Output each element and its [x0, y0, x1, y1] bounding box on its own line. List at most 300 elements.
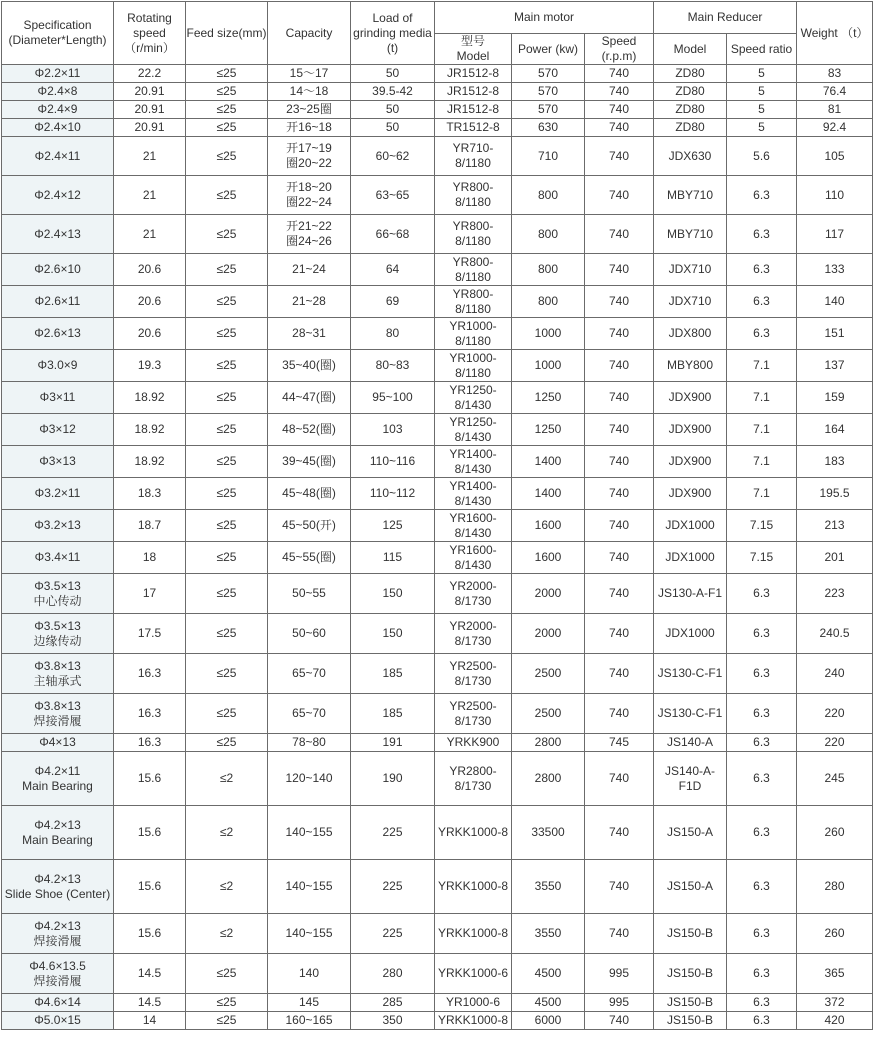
cell-load: [351, 101, 435, 119]
cell-rotating-speed-line: 14.5: [137, 995, 162, 1009]
cell-weight: [797, 350, 873, 382]
cell-load-line: 50: [385, 66, 400, 80]
cell-motor-model-line: 8/1730: [454, 593, 492, 608]
cell-power: [512, 574, 585, 614]
cell-feed-size: [186, 318, 268, 350]
cell-weight-line: 105: [824, 148, 845, 163]
cell-speed-ratio-line: 7.1: [753, 486, 770, 500]
cell-capacity-line: 45~55(圈): [282, 550, 336, 564]
cell-weight-line: 83: [827, 66, 842, 80]
cell-rotating-speed-line: 20.91: [134, 84, 165, 98]
cell-weight-line: 137: [824, 358, 845, 372]
cell-reducer-model-line: JS130-C-F1: [657, 666, 723, 680]
cell-speed-line: 995: [608, 966, 630, 980]
cell-motor-model-line: YR800-: [452, 180, 494, 194]
cell-feed-size: [186, 286, 268, 318]
cell-motor-model-line: 8/1430: [454, 429, 492, 444]
cell-speed: [585, 734, 654, 752]
cell-motor-model-line: JR1512-8: [446, 66, 500, 80]
cell-speed: [585, 806, 654, 860]
cell-spec-line: Φ3.8×13: [34, 658, 81, 673]
cell-feed-size: [186, 614, 268, 654]
cell-motor-model: [435, 510, 512, 542]
cell-load: [351, 914, 435, 954]
cell-power: [512, 806, 585, 860]
cell-capacity-line: 39~45(圈): [282, 454, 336, 468]
cell-power-line: 33500: [531, 825, 565, 839]
cell-weight-line: 140: [824, 294, 845, 308]
cell-feed-size: [186, 101, 268, 119]
cell-speed-ratio-line: 6.3: [753, 995, 770, 1009]
cell-speed: [585, 860, 654, 914]
cell-rotating-speed: [114, 860, 186, 914]
cell-load-line: 225: [382, 879, 403, 893]
cell-speed-ratio: [727, 101, 797, 119]
cell-speed-ratio: [727, 734, 797, 752]
cell-speed-ratio-line: 6.3: [753, 1013, 770, 1027]
cell-spec: [2, 83, 114, 101]
cell-power: [512, 614, 585, 654]
cell-reducer-model: [654, 176, 727, 215]
cell-load-line: 191: [382, 735, 403, 749]
cell-weight-line: 280: [824, 879, 845, 893]
cell-reducer-model-line: JDX900: [668, 454, 712, 468]
cell-rotating-speed: [114, 83, 186, 101]
cell-weight-line: 245: [824, 771, 845, 785]
cell-motor-model: [435, 478, 512, 510]
cell-spec-line: 焊接滑履: [33, 973, 82, 988]
cell-speed-line: 740: [608, 84, 630, 98]
cell-load-line: 110~116: [369, 454, 416, 468]
cell-spec: [2, 446, 114, 478]
cell-motor-model-line: YRKK1000-6: [437, 966, 509, 980]
cell-spec: [2, 101, 114, 119]
cell-motor-model: [435, 101, 512, 119]
cell-speed-line: 740: [608, 120, 630, 134]
cell-spec: [2, 694, 114, 734]
cell-spec-line: Φ3.4×11: [34, 550, 81, 564]
cell-load: [351, 382, 435, 414]
cell-rotating-speed-line: 18.92: [134, 422, 165, 436]
cell-motor-model-line: YR1600-: [449, 542, 497, 557]
cell-motor-model: [435, 614, 512, 654]
cell-reducer-model-line: ZD80: [675, 120, 705, 134]
cell-feed-size: [186, 510, 268, 542]
cell-spec-line: 主轴承式: [33, 673, 82, 688]
cell-motor-model-line: YR2500-: [449, 658, 497, 673]
cell-weight-line: 260: [824, 926, 845, 940]
cell-speed-ratio-line: 5: [758, 84, 765, 98]
cell-rotating-speed: [114, 382, 186, 414]
cell-load: [351, 119, 435, 137]
header-power: Power (kw): [512, 34, 585, 65]
cell-reducer-model-line: ZD80: [675, 84, 705, 98]
cell-feed-size: [186, 215, 268, 254]
cell-speed: [585, 414, 654, 446]
cell-feed-size: [186, 478, 268, 510]
cell-motor-model-line: 8/1180: [455, 333, 491, 348]
cell-reducer-model: [654, 382, 727, 414]
cell-feed-size: [186, 574, 268, 614]
cell-weight: [797, 654, 873, 694]
cell-motor-model-line: YR1000-: [449, 318, 497, 333]
cell-spec-line: Φ4.6×13.5: [29, 958, 86, 973]
table-row: [2, 446, 873, 478]
cell-rotating-speed-line: 20.91: [134, 102, 165, 116]
cell-reducer-model: [654, 1012, 727, 1030]
cell-rotating-speed: [114, 574, 186, 614]
cell-motor-model-line: YR710-: [452, 141, 494, 155]
cell-load: [351, 994, 435, 1012]
cell-motor-model-line: 8/1730: [454, 713, 492, 728]
cell-weight-line: 220: [824, 706, 845, 720]
cell-spec: [2, 542, 114, 574]
cell-spec-line: 焊接滑履: [33, 933, 82, 948]
cell-load: [351, 1012, 435, 1030]
cell-speed-line: 740: [608, 358, 630, 372]
cell-reducer-model-line: JS150-B: [666, 966, 714, 980]
table-row: [2, 119, 873, 137]
cell-speed: [585, 65, 654, 83]
cell-power-line: 2500: [534, 666, 562, 680]
cell-feed-size: [186, 137, 268, 176]
cell-reducer-model-line: JS150-A: [666, 879, 714, 893]
cell-speed-line: 740: [608, 390, 630, 404]
cell-load-line: 60~62: [375, 148, 410, 163]
cell-speed-ratio-line: 6.3: [753, 586, 770, 600]
cell-weight-line: 183: [824, 454, 845, 468]
cell-motor-model: [435, 542, 512, 574]
cell-motor-model: [435, 176, 512, 215]
cell-capacity: [268, 574, 351, 614]
table-row: [2, 860, 873, 914]
cell-load: [351, 286, 435, 318]
cell-motor-model-line: 8/1430: [454, 493, 492, 508]
cell-power-line: 1000: [534, 358, 562, 372]
table-row: [2, 65, 873, 83]
cell-capacity-line: 开18~20: [286, 180, 332, 194]
cell-capacity-line: 15～17: [289, 66, 329, 80]
cell-weight: [797, 254, 873, 286]
cell-reducer-model: [654, 994, 727, 1012]
cell-motor-model-line: YR2000-: [449, 618, 497, 633]
cell-motor-model-line: YR1000-: [449, 350, 497, 365]
cell-motor-model-line: TR1512-8: [446, 120, 500, 134]
cell-rotating-speed: [114, 542, 186, 574]
cell-spec-line: Φ4×13: [39, 735, 76, 749]
header-motor-model-cn: 型号: [460, 34, 485, 48]
cell-reducer-model-line: JDX1000: [665, 518, 715, 532]
cell-rotating-speed: [114, 734, 186, 752]
cell-power-line: 1000: [534, 326, 562, 340]
cell-spec-line: Φ3.2×13: [34, 518, 81, 532]
cell-feed-size-line: ≤25: [216, 706, 237, 720]
cell-capacity-line: 65~70: [292, 706, 326, 720]
cell-reducer-model: [654, 446, 727, 478]
cell-speed: [585, 510, 654, 542]
cell-spec: [2, 318, 114, 350]
cell-capacity: [268, 83, 351, 101]
cell-feed-size: [186, 994, 268, 1012]
cell-speed-ratio: [727, 806, 797, 860]
table-row: [2, 350, 873, 382]
cell-load: [351, 734, 435, 752]
cell-feed-size-line: ≤25: [216, 1013, 237, 1027]
cell-motor-model: [435, 574, 512, 614]
cell-speed: [585, 318, 654, 350]
header-reducer-model: Model: [654, 34, 727, 65]
header-motor-model-en: Model: [456, 49, 490, 63]
cell-power: [512, 215, 585, 254]
cell-capacity: [268, 382, 351, 414]
cell-capacity: [268, 119, 351, 137]
cell-motor-model: [435, 806, 512, 860]
cell-reducer-model: [654, 806, 727, 860]
cell-speed-line: 740: [608, 454, 630, 468]
table-row: [2, 254, 873, 286]
cell-rotating-speed: [114, 350, 186, 382]
cell-reducer-model: [654, 542, 727, 574]
cell-power: [512, 101, 585, 119]
cell-capacity: [268, 510, 351, 542]
cell-feed-size-line: ≤25: [216, 187, 237, 202]
cell-speed: [585, 215, 654, 254]
cell-power-line: 1400: [534, 486, 562, 500]
cell-speed-ratio: [727, 994, 797, 1012]
cell-power: [512, 119, 585, 137]
cell-feed-size: [186, 694, 268, 734]
cell-capacity: [268, 318, 351, 350]
cell-load: [351, 350, 435, 382]
cell-load: [351, 806, 435, 860]
cell-weight: [797, 510, 873, 542]
cell-rotating-speed-line: 19.3: [137, 358, 162, 372]
cell-feed-size-line: ≤25: [216, 390, 237, 404]
cell-power: [512, 510, 585, 542]
cell-power: [512, 654, 585, 694]
cell-power: [512, 734, 585, 752]
cell-motor-model: [435, 994, 512, 1012]
cell-rotating-speed: [114, 994, 186, 1012]
cell-spec-line: Φ2.4×9: [37, 102, 78, 116]
cell-power-line: 4500: [534, 995, 562, 1009]
cell-weight: [797, 65, 873, 83]
cell-power-line: 800: [537, 262, 559, 276]
cell-feed-size-line: ≤25: [216, 262, 237, 276]
cell-weight: [797, 914, 873, 954]
cell-weight-line: 240: [824, 666, 845, 680]
cell-spec: [2, 654, 114, 694]
cell-load: [351, 318, 435, 350]
cell-speed-ratio-line: 6.3: [753, 262, 770, 276]
cell-load: [351, 860, 435, 914]
cell-capacity: [268, 254, 351, 286]
cell-feed-size-line: ≤25: [216, 518, 237, 532]
cell-feed-size: [186, 176, 268, 215]
cell-spec: [2, 137, 114, 176]
cell-load-line: 190: [382, 771, 403, 785]
cell-rotating-speed-line: 17.5: [137, 626, 162, 640]
cell-rotating-speed: [114, 215, 186, 254]
cell-power-line: 800: [537, 226, 559, 241]
cell-spec: [2, 860, 114, 914]
cell-weight: [797, 119, 873, 137]
cell-capacity-line: 21~24: [292, 262, 326, 276]
cell-speed-ratio-line: 6.3: [753, 771, 770, 785]
cell-feed-size: [186, 254, 268, 286]
cell-speed: [585, 119, 654, 137]
cell-capacity: [268, 542, 351, 574]
cell-capacity-line: 35~40(圈): [282, 358, 336, 372]
cell-weight: [797, 83, 873, 101]
cell-capacity-line: 圈24~26: [286, 234, 332, 248]
cell-power: [512, 478, 585, 510]
cell-rotating-speed: [114, 806, 186, 860]
cell-load: [351, 510, 435, 542]
cell-speed-ratio-line: 5: [758, 120, 765, 134]
cell-feed-size-line: ≤25: [216, 454, 237, 468]
cell-motor-model-line: JR1512-8: [446, 102, 500, 116]
table-header: [2, 2, 873, 65]
table-row: [2, 734, 873, 752]
cell-capacity: [268, 734, 351, 752]
cell-speed-ratio: [727, 318, 797, 350]
cell-motor-model-line: 8/1430: [454, 397, 492, 412]
cell-rotating-speed: [114, 478, 186, 510]
cell-reducer-model: [654, 954, 727, 994]
cell-capacity: [268, 286, 351, 318]
cell-power-line: 800: [537, 187, 559, 202]
cell-weight-line: 110: [824, 187, 845, 202]
cell-motor-model-line: YR1600-: [449, 510, 497, 525]
cell-weight-line: 164: [824, 422, 845, 436]
cell-speed-ratio: [727, 954, 797, 994]
cell-spec-line: Φ4.2×13: [34, 871, 81, 886]
cell-speed-ratio: [727, 614, 797, 654]
cell-motor-model: [435, 414, 512, 446]
cell-motor-model: [435, 254, 512, 286]
cell-speed: [585, 382, 654, 414]
cell-motor-model: [435, 1012, 512, 1030]
cell-spec-line: Φ2.6×10: [34, 262, 81, 276]
cell-load-line: 39.5-42: [372, 84, 413, 98]
cell-reducer-model: [654, 137, 727, 176]
cell-spec: [2, 286, 114, 318]
cell-spec: [2, 119, 114, 137]
cell-speed-ratio: [727, 914, 797, 954]
cell-weight-line: 223: [824, 586, 845, 600]
cell-feed-size-line: ≤25: [216, 226, 237, 241]
cell-speed: [585, 446, 654, 478]
cell-weight: [797, 954, 873, 994]
cell-reducer-model-line: JDX1000: [665, 550, 715, 564]
cell-feed-size: [186, 542, 268, 574]
cell-speed-ratio: [727, 215, 797, 254]
cell-reducer-model-line: MBY800: [666, 358, 714, 372]
cell-reducer-model-line: JDX710: [668, 262, 712, 276]
cell-rotating-speed: [114, 694, 186, 734]
cell-spec: [2, 994, 114, 1012]
cell-speed: [585, 101, 654, 119]
cell-load: [351, 446, 435, 478]
cell-weight: [797, 215, 873, 254]
cell-capacity: [268, 215, 351, 254]
cell-weight-line: 260: [824, 825, 845, 839]
cell-feed-size: [186, 734, 268, 752]
cell-capacity: [268, 654, 351, 694]
cell-power: [512, 414, 585, 446]
cell-rotating-speed: [114, 414, 186, 446]
cell-power-line: 570: [537, 84, 559, 98]
cell-speed: [585, 286, 654, 318]
cell-capacity: [268, 65, 351, 83]
cell-power-line: 570: [537, 102, 559, 116]
cell-spec-line: 边缘传动: [33, 633, 82, 648]
cell-power-line: 2800: [534, 735, 562, 749]
cell-power-line: 2000: [534, 626, 562, 640]
cell-speed-ratio: [727, 65, 797, 83]
cell-capacity: [268, 954, 351, 994]
table-row: [2, 510, 873, 542]
cell-capacity: [268, 860, 351, 914]
cell-power-line: 3550: [534, 926, 562, 940]
cell-spec-line: Φ3×11: [39, 390, 76, 404]
cell-load: [351, 752, 435, 806]
header-load: Load of grinding media (t): [351, 2, 435, 65]
cell-feed-size: [186, 382, 268, 414]
cell-feed-size-line: ≤2: [219, 771, 234, 785]
cell-load: [351, 215, 435, 254]
cell-rotating-speed-line: 20.6: [137, 326, 162, 340]
cell-rotating-speed-line: 18.92: [134, 390, 165, 404]
cell-rotating-speed-line: 15.6: [137, 926, 162, 940]
cell-speed-ratio: [727, 694, 797, 734]
cell-reducer-model-line: ZD80: [675, 102, 705, 116]
cell-motor-model-line: 8/1180: [455, 156, 491, 170]
cell-weight-line: 76.4: [822, 84, 847, 98]
cell-reducer-model: [654, 350, 727, 382]
cell-load: [351, 176, 435, 215]
cell-feed-size-line: ≤25: [216, 586, 237, 600]
cell-speed: [585, 994, 654, 1012]
cell-speed-line: 740: [608, 262, 630, 276]
cell-motor-model: [435, 215, 512, 254]
cell-motor-model-line: JR1512-8: [446, 84, 500, 98]
cell-speed: [585, 614, 654, 654]
cell-feed-size-line: ≤25: [216, 735, 237, 749]
cell-motor-model: [435, 318, 512, 350]
cell-motor-model-line: YR1400-: [449, 478, 497, 493]
cell-load: [351, 542, 435, 574]
cell-rotating-speed-line: 14.5: [137, 966, 162, 980]
cell-speed-ratio: [727, 542, 797, 574]
cell-rotating-speed: [114, 510, 186, 542]
cell-weight: [797, 694, 873, 734]
cell-capacity-line: 28~31: [292, 326, 326, 340]
cell-rotating-speed-line: 18.3: [137, 486, 162, 500]
cell-spec-line: 焊接滑履: [33, 713, 82, 728]
cell-speed-ratio-line: 7.15: [749, 518, 774, 532]
cell-speed-ratio: [727, 510, 797, 542]
cell-speed-ratio-line: 7.1: [753, 422, 770, 436]
cell-load-line: 185: [382, 666, 403, 680]
cell-capacity-line: 140~155: [285, 825, 333, 839]
cell-feed-size-line: ≤25: [216, 102, 237, 116]
cell-rotating-speed-line: 20.91: [134, 120, 165, 134]
cell-reducer-model: [654, 65, 727, 83]
cell-power: [512, 176, 585, 215]
cell-speed-line: 740: [608, 486, 630, 500]
